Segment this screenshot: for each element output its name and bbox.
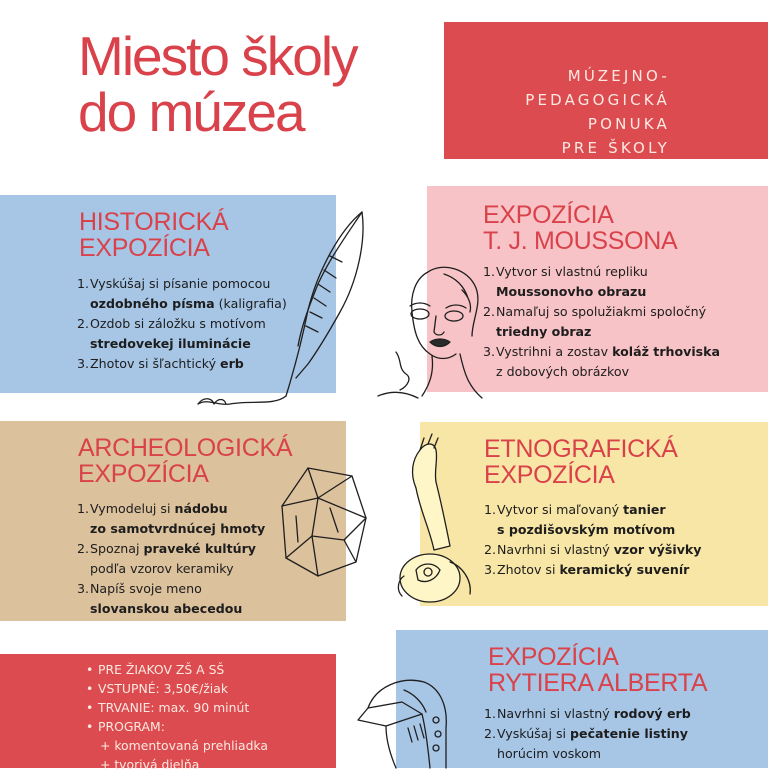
list-number: 2. bbox=[484, 542, 497, 557]
list-item-text: Vymodeluj si bbox=[90, 501, 175, 516]
mousson-activity-list bbox=[483, 262, 720, 382]
tagline-line: PEDAGOGICKÁ bbox=[525, 91, 670, 109]
page-title bbox=[78, 25, 357, 143]
info-row bbox=[98, 755, 268, 774]
archeology-activity-list bbox=[77, 499, 265, 619]
tagline-line: PONUKA bbox=[587, 115, 670, 133]
card-title-line: ETNOGRAFICKÁ bbox=[484, 435, 678, 463]
list-number: 1. bbox=[484, 706, 497, 721]
offer-tagline-panel bbox=[444, 22, 768, 159]
info-text: PRE ŽIAKOV ZŠ A SŠ bbox=[98, 662, 225, 677]
list-item bbox=[484, 500, 702, 540]
card-title-line: T. J. MOUSSONA bbox=[483, 227, 678, 255]
list-item-emphasis: vzor výšivky bbox=[613, 542, 702, 557]
list-item-emphasis: triedny obraz bbox=[496, 324, 592, 339]
list-item bbox=[77, 499, 265, 539]
list-item bbox=[77, 579, 265, 619]
list-number: 2. bbox=[484, 726, 497, 741]
list-item-emphasis: Moussonovho obrazu bbox=[496, 284, 647, 299]
list-item-line bbox=[497, 560, 702, 580]
list-item-text: (kaligrafia) bbox=[214, 296, 287, 311]
list-item-line bbox=[496, 342, 720, 362]
list-item-text: Vyskúšaj si bbox=[497, 726, 571, 741]
list-item-emphasis: erb bbox=[220, 356, 244, 371]
list-item-text: Spoznaj bbox=[90, 541, 144, 556]
list-item-text: Vytvor si vlastnú repliku bbox=[496, 264, 648, 279]
card-title-line: EXPOZÍCIA bbox=[488, 643, 619, 671]
title-line-2: do múzea bbox=[78, 81, 304, 143]
hand-with-plate-icon bbox=[390, 430, 500, 610]
info-text: + komentovaná prehliadka bbox=[100, 738, 268, 753]
list-item bbox=[484, 560, 702, 580]
info-row bbox=[98, 736, 268, 755]
list-item bbox=[484, 724, 691, 764]
card-title-line: ARCHEOLOGICKÁ bbox=[78, 434, 293, 462]
list-item-line bbox=[497, 724, 691, 744]
list-number: 3. bbox=[77, 356, 90, 371]
list-item-emphasis: stredovekej iluminácie bbox=[90, 336, 251, 351]
list-item-emphasis: s pozdišovským motívom bbox=[497, 522, 676, 537]
list-item-text: Vyskúšaj si písanie pomocou bbox=[90, 276, 271, 291]
list-item-text: Vystrihni a zostav bbox=[496, 344, 613, 359]
list-item bbox=[484, 540, 702, 560]
list-item-text: z dobových obrázkov bbox=[496, 364, 630, 379]
list-item-line bbox=[90, 579, 265, 599]
list-item-text: Zhotov si bbox=[497, 562, 560, 577]
list-item-line bbox=[496, 362, 720, 382]
list-item-emphasis: praveké kultúry bbox=[143, 541, 257, 556]
list-item-text: Ozdob si záložku s motívom bbox=[90, 316, 266, 331]
list-number: 3. bbox=[483, 344, 496, 359]
archeology-card-title bbox=[78, 435, 292, 487]
list-item-line bbox=[496, 282, 720, 302]
quill-feather-icon bbox=[190, 200, 380, 410]
card-title-line: EXPOZÍCIA bbox=[483, 201, 614, 229]
list-item-text: Navrhni si vlastný bbox=[497, 706, 614, 721]
list-item-line bbox=[497, 704, 691, 724]
ethnography-card-title bbox=[484, 436, 678, 488]
tagline-line: PRE ŠKOLY bbox=[561, 139, 670, 157]
info-bullet: • bbox=[86, 681, 94, 696]
list-item-line bbox=[496, 322, 720, 342]
info-bullet: • bbox=[86, 700, 94, 715]
list-item-text: Zhotov si šľachtický bbox=[90, 356, 221, 371]
list-item-line bbox=[497, 520, 702, 540]
ethnography-activity-list bbox=[484, 500, 702, 580]
list-item-emphasis: pečatenie listiny bbox=[570, 726, 688, 741]
list-item bbox=[484, 704, 691, 724]
list-number: 3. bbox=[484, 562, 497, 577]
tagline-line: MÚZEJNO- bbox=[567, 67, 670, 85]
list-item-emphasis: tanier bbox=[623, 502, 666, 517]
info-row bbox=[86, 717, 268, 736]
woman-face-sketch-icon bbox=[372, 260, 492, 405]
info-row bbox=[86, 679, 268, 698]
list-number: 2. bbox=[77, 316, 90, 331]
list-number: 2. bbox=[483, 304, 496, 319]
list-item-line bbox=[90, 599, 265, 619]
list-item-line bbox=[90, 539, 265, 559]
list-number: 1. bbox=[77, 276, 90, 291]
list-item bbox=[483, 302, 720, 342]
list-number: 3. bbox=[77, 581, 90, 596]
list-number: 1. bbox=[483, 264, 496, 279]
albert-activity-list bbox=[484, 704, 691, 764]
list-item-emphasis: rodový erb bbox=[613, 706, 691, 721]
list-item bbox=[483, 262, 720, 302]
list-item-text: Namaľuj so spolužiakmi spoločný bbox=[496, 304, 707, 319]
list-item-text: Vytvor si maľovaný bbox=[497, 502, 624, 517]
info-row bbox=[86, 660, 268, 679]
list-item bbox=[483, 342, 720, 382]
list-item-line bbox=[497, 744, 691, 764]
list-item-line bbox=[497, 500, 702, 520]
list-item-emphasis: keramický suvenír bbox=[559, 562, 690, 577]
info-text: VSTUPNÉ: 3,50€/žiak bbox=[98, 681, 229, 696]
list-item-emphasis: ozdobného písma bbox=[90, 296, 215, 311]
list-item-emphasis: slovanskou abecedou bbox=[90, 601, 243, 616]
info-text: PROGRAM: bbox=[98, 719, 165, 734]
list-item-text: podľa vzorov keramiky bbox=[90, 561, 234, 576]
list-number: 1. bbox=[77, 501, 90, 516]
card-title-line: HISTORICKÁ bbox=[79, 208, 229, 236]
info-bullet: • bbox=[86, 719, 94, 734]
crystal-stone-icon bbox=[278, 462, 370, 580]
info-row bbox=[86, 698, 268, 717]
title-line-1: Miesto školy bbox=[78, 25, 357, 87]
list-item-emphasis: zo samotvrdnúcej hmoty bbox=[90, 521, 266, 536]
info-panel bbox=[0, 654, 336, 772]
list-number: 2. bbox=[77, 541, 90, 556]
list-item-line bbox=[90, 559, 265, 579]
card-title-line: EXPOZÍCIA bbox=[78, 460, 209, 488]
info-bullet: • bbox=[86, 662, 94, 677]
list-item-line bbox=[496, 262, 720, 282]
knight-helmet-icon bbox=[356, 668, 452, 768]
info-text: + tvorivá dielňa bbox=[100, 757, 200, 772]
list-item-text: Napíš svoje meno bbox=[90, 581, 202, 596]
info-list bbox=[86, 660, 268, 774]
list-item-emphasis: koláž trhoviska bbox=[612, 344, 721, 359]
list-item-line bbox=[497, 540, 702, 560]
mousson-card-title bbox=[483, 202, 677, 254]
info-text: TRVANIE: max. 90 minút bbox=[98, 700, 250, 715]
list-item-line bbox=[496, 302, 720, 322]
card-title-line: RYTIERA ALBERTA bbox=[488, 669, 708, 697]
card-title-line: EXPOZÍCIA bbox=[79, 234, 210, 262]
list-item-line bbox=[90, 499, 265, 519]
list-item-text: horúcim voskom bbox=[497, 746, 602, 761]
albert-card-title bbox=[488, 644, 707, 696]
list-item-line bbox=[90, 519, 265, 539]
list-number: 1. bbox=[484, 502, 497, 517]
list-item-emphasis: nádobu bbox=[174, 501, 228, 516]
list-item-text: Navrhni si vlastný bbox=[497, 542, 614, 557]
card-title-line: EXPOZÍCIA bbox=[484, 461, 615, 489]
list-item bbox=[77, 539, 265, 579]
